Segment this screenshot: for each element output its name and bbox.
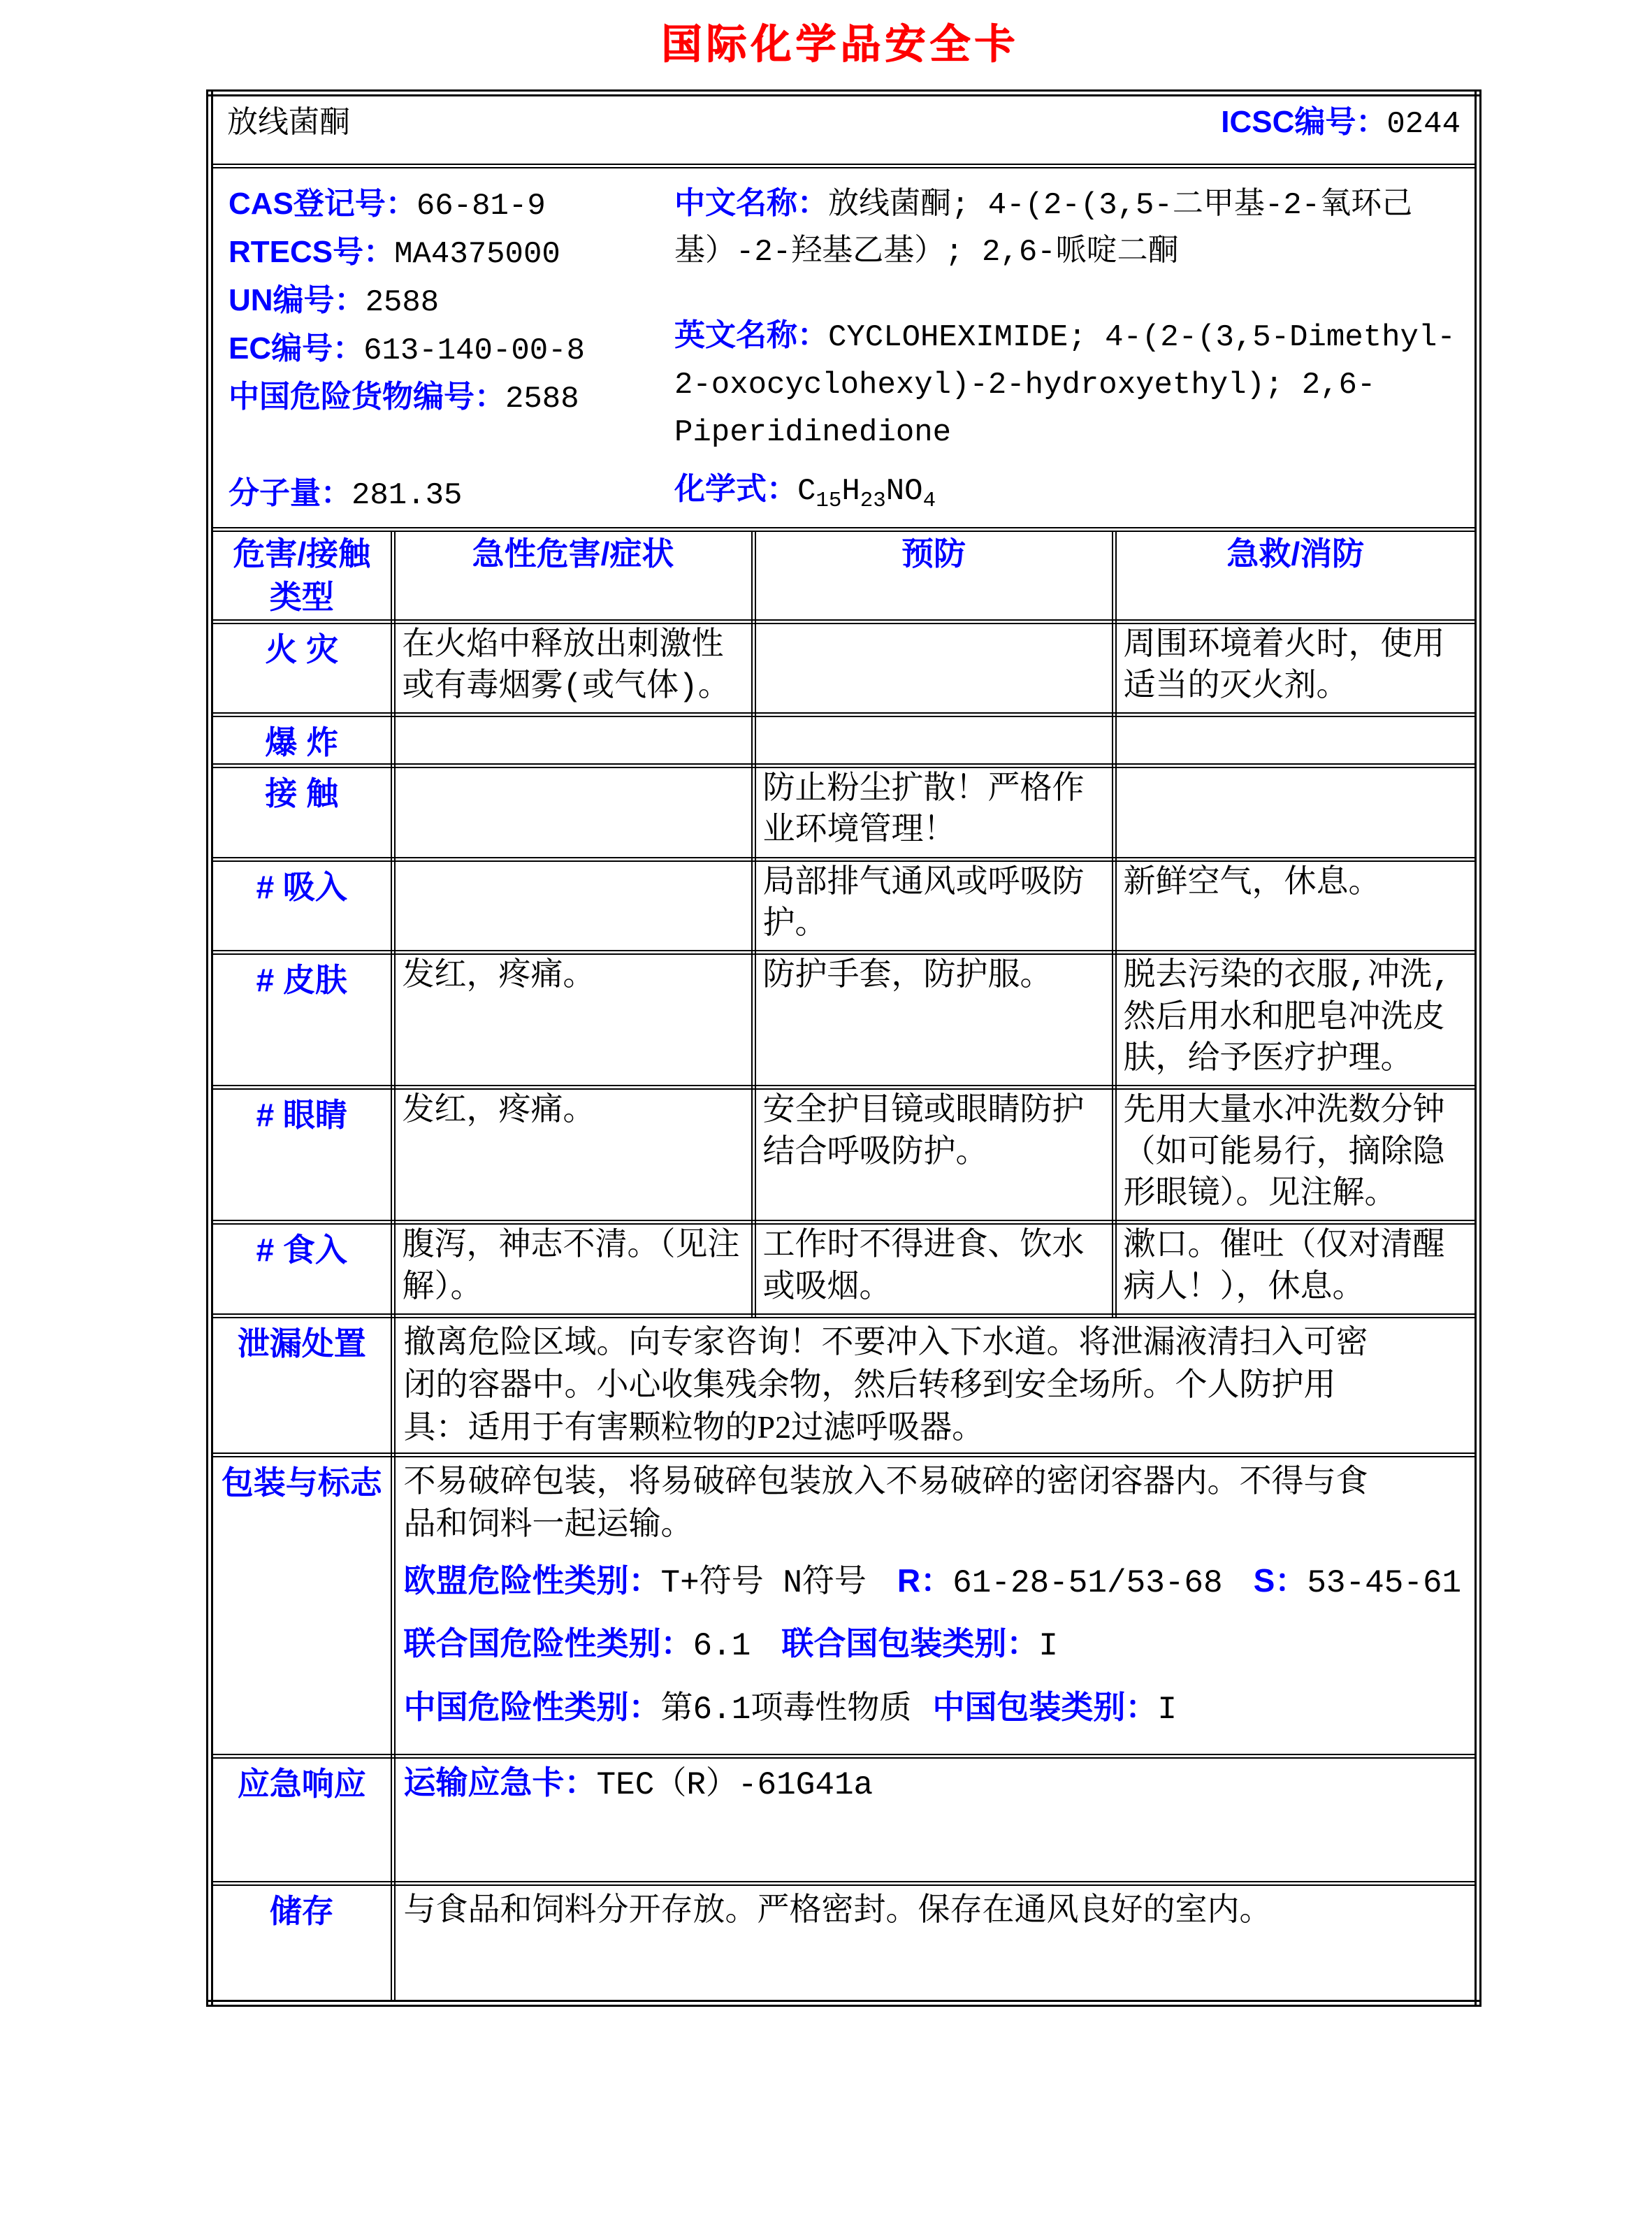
english-name-line xyxy=(674,313,1471,455)
explosion-symptoms xyxy=(393,715,753,766)
china-dg-label: 中国危险货物编号： xyxy=(229,379,505,414)
skin-prevention: 防护手套，防护服。 xyxy=(753,953,1114,1088)
row-label-ingestion: # 食入 xyxy=(210,1223,393,1316)
registration-names xyxy=(674,181,1471,456)
name-row xyxy=(210,93,1478,166)
row-label-eyes: # 眼睛 xyxy=(210,1088,393,1223)
inhalation-firstaid: 新鲜空气，休息。 xyxy=(1114,859,1478,953)
emergency-content xyxy=(393,1756,1478,1883)
eu-class-line xyxy=(403,1559,1462,1605)
cn-pack-value: I xyxy=(1157,1692,1177,1729)
ingestion-symptoms: 腹泻，神志不清。（见注解）。 xyxy=(393,1223,753,1316)
contact-prevention: 防止粉尘扩散！严格作业环境管理！ xyxy=(753,766,1114,860)
field-cas xyxy=(229,181,669,229)
formula-line xyxy=(674,463,936,513)
chemical-name: 放线菌酮 xyxy=(227,107,350,142)
transport-card-value: TEC（R）-61G41a xyxy=(596,1766,874,1803)
inhalation-prevention: 局部排气通风或呼吸防护。 xyxy=(753,859,1114,953)
eu-class-label: 欧盟危险性类别： xyxy=(403,1562,661,1599)
chinese-name-label: 中文名称： xyxy=(674,185,828,220)
molecular-weight-label: 分子量： xyxy=(229,475,352,510)
cas-label: CAS登记号： xyxy=(229,186,416,221)
rtecs-value: MA4375000 xyxy=(394,236,560,272)
fire-prevention xyxy=(753,621,1114,715)
ec-label: EC编号： xyxy=(229,331,364,366)
row-packaging xyxy=(210,1455,1478,1757)
cas-value: 66-81-9 xyxy=(416,188,546,224)
field-un xyxy=(229,277,669,326)
cn-class-line xyxy=(404,1686,1391,1731)
contact-firstaid xyxy=(1114,766,1478,860)
r-phrases-label: R： xyxy=(897,1562,953,1599)
cn-pack-label: 中国包装类别： xyxy=(932,1689,1158,1726)
eu-class-value: T+符号 N符号 xyxy=(660,1564,867,1601)
row-contact xyxy=(210,766,1478,860)
row-label-skin: # 皮肤 xyxy=(210,953,393,1088)
eyes-prevention: 安全护目镜或眼睛防护结合呼吸防护。 xyxy=(753,1088,1114,1223)
un-pack-label: 联合国包装类别： xyxy=(781,1625,1039,1662)
china-dg-value: 2588 xyxy=(505,381,579,417)
cn-class-label: 中国危险性类别： xyxy=(403,1689,661,1726)
rtecs-label: RTECS号： xyxy=(229,234,395,269)
icsc-number-value: 0244 xyxy=(1386,107,1461,142)
icsc-number-label: ICSC编号： xyxy=(1221,105,1387,139)
contact-symptoms xyxy=(393,766,753,860)
skin-symptoms: 发红，疼痛。 xyxy=(393,953,753,1088)
icsc-card-table xyxy=(206,89,1481,2007)
chinese-name-value: 放线菌酮; 4-(2-(3,5-二甲基-2-氧环己基）-2-羟基乙基）; 2,6-哌啶二酮 xyxy=(674,187,1413,271)
eyes-firstaid: 先用大量水冲洗数分钟（如可能易行，摘除隐形眼镜）。见注解。 xyxy=(1114,1088,1478,1223)
row-skin xyxy=(210,953,1478,1088)
eyes-symptoms: 发红，疼痛。 xyxy=(393,1088,753,1223)
row-eyes xyxy=(210,1088,1478,1223)
packaging-content xyxy=(393,1455,1478,1757)
field-ec xyxy=(229,326,669,374)
formula-value: $C_{15}H_{23}NO_4$ xyxy=(797,473,936,513)
ec-value: 613-140-00-8 xyxy=(363,333,585,368)
storage-text: 与食品和饲料分开存放。严格密封。保存在通风良好的室内。 xyxy=(393,1883,1478,2003)
row-inhalation xyxy=(210,859,1478,953)
fire-firstaid: 周围环境着火时，使用适当的灭火剂。 xyxy=(1114,621,1478,715)
s-phrases-value: 53-45-61 xyxy=(1307,1564,1462,1601)
row-label-packaging: 包装与标志 xyxy=(210,1455,393,1757)
field-rtecs xyxy=(229,229,669,277)
fire-symptoms: 在火焰中释放出刺激性或有毒烟雾(或气体)。 xyxy=(393,621,753,715)
un-class-value: 6.1 xyxy=(693,1628,751,1665)
row-explosion xyxy=(210,715,1478,766)
row-fire xyxy=(210,621,1478,715)
un-value: 2588 xyxy=(365,284,440,320)
hazard-header-row xyxy=(210,529,1478,621)
cn-class-value: 第6.1项毒性物质 xyxy=(660,1692,912,1729)
registration-row xyxy=(210,166,1478,529)
symptoms-header: 急性危害/症状 xyxy=(393,529,753,621)
packaging-note: 不易破碎包装，将易破碎包装放入不易破碎的密闭容器内。不得与食品和饲料一起运输。 xyxy=(403,1463,1368,1541)
row-label-spillage: 泄漏处置 xyxy=(210,1316,393,1455)
spillage-text: 撤离危险区域。向专家咨询！不要冲入下水道。将泄漏液清扫入可密闭的容器中。小心收集残余物，然后转移到安全场所。个人防护用具：适用于有害颗粒物的P2过滤呼吸器。 xyxy=(393,1316,1478,1455)
un-class-line xyxy=(404,1622,1391,1668)
formula-label: 化学式： xyxy=(674,471,797,506)
un-class-label: 联合国危险性类别： xyxy=(403,1625,693,1662)
explosion-prevention xyxy=(753,715,1114,766)
row-label-inhalation: # 吸入 xyxy=(210,859,393,953)
row-spillage xyxy=(210,1316,1478,1455)
field-china-dg xyxy=(229,374,669,422)
r-phrases-value: 61-28-51/53-68 xyxy=(952,1564,1223,1601)
row-label-explosion: 爆 炸 xyxy=(210,715,393,766)
un-pack-value: I xyxy=(1038,1628,1058,1665)
row-label-emergency: 应急响应 xyxy=(210,1756,393,1883)
molecular-weight-line xyxy=(229,468,462,513)
un-label: UN编号： xyxy=(229,282,365,317)
row-storage xyxy=(210,1883,1478,2003)
row-label-storage: 储存 xyxy=(210,1883,393,2003)
english-name-label: 英文名称： xyxy=(674,318,828,353)
row-emergency xyxy=(210,1756,1478,1883)
row-label-fire: 火 灾 xyxy=(210,621,393,715)
chinese-name-line xyxy=(674,181,1471,276)
hazard-type-header: 危害/接触 类型 xyxy=(210,529,393,621)
skin-firstaid: 脱去污染的衣服,冲洗,然后用水和肥皂冲洗皮肤，给予医疗护理。 xyxy=(1114,953,1478,1088)
firstaid-header: 急救/消防 xyxy=(1114,529,1478,621)
ingestion-firstaid: 漱口。催吐（仅对清醒病人！），休息。 xyxy=(1114,1223,1478,1316)
english-name-value: CYCLOHEXIMIDE; 4-(2-(3,5-Dimethyl-2-oxocyclohexyl)-2-hydroxyethyl); 2,6-Piperidinedione xyxy=(674,320,1456,450)
s-phrases-label: S： xyxy=(1253,1562,1307,1599)
registration-numbers xyxy=(229,181,669,422)
molecular-weight-value: 281.35 xyxy=(352,477,463,513)
explosion-firstaid xyxy=(1114,715,1478,766)
row-label-contact: 接 触 xyxy=(210,766,393,860)
row-ingestion xyxy=(210,1223,1478,1316)
ingestion-prevention: 工作时不得进食、饮水或吸烟。 xyxy=(753,1223,1114,1316)
transport-card-label: 运输应急卡： xyxy=(403,1764,597,1801)
inhalation-symptoms xyxy=(393,859,753,953)
prevention-header: 预防 xyxy=(753,529,1114,621)
icsc-number-group xyxy=(1221,96,1461,142)
page-title: 国际化学品安全卡 xyxy=(661,22,1020,67)
